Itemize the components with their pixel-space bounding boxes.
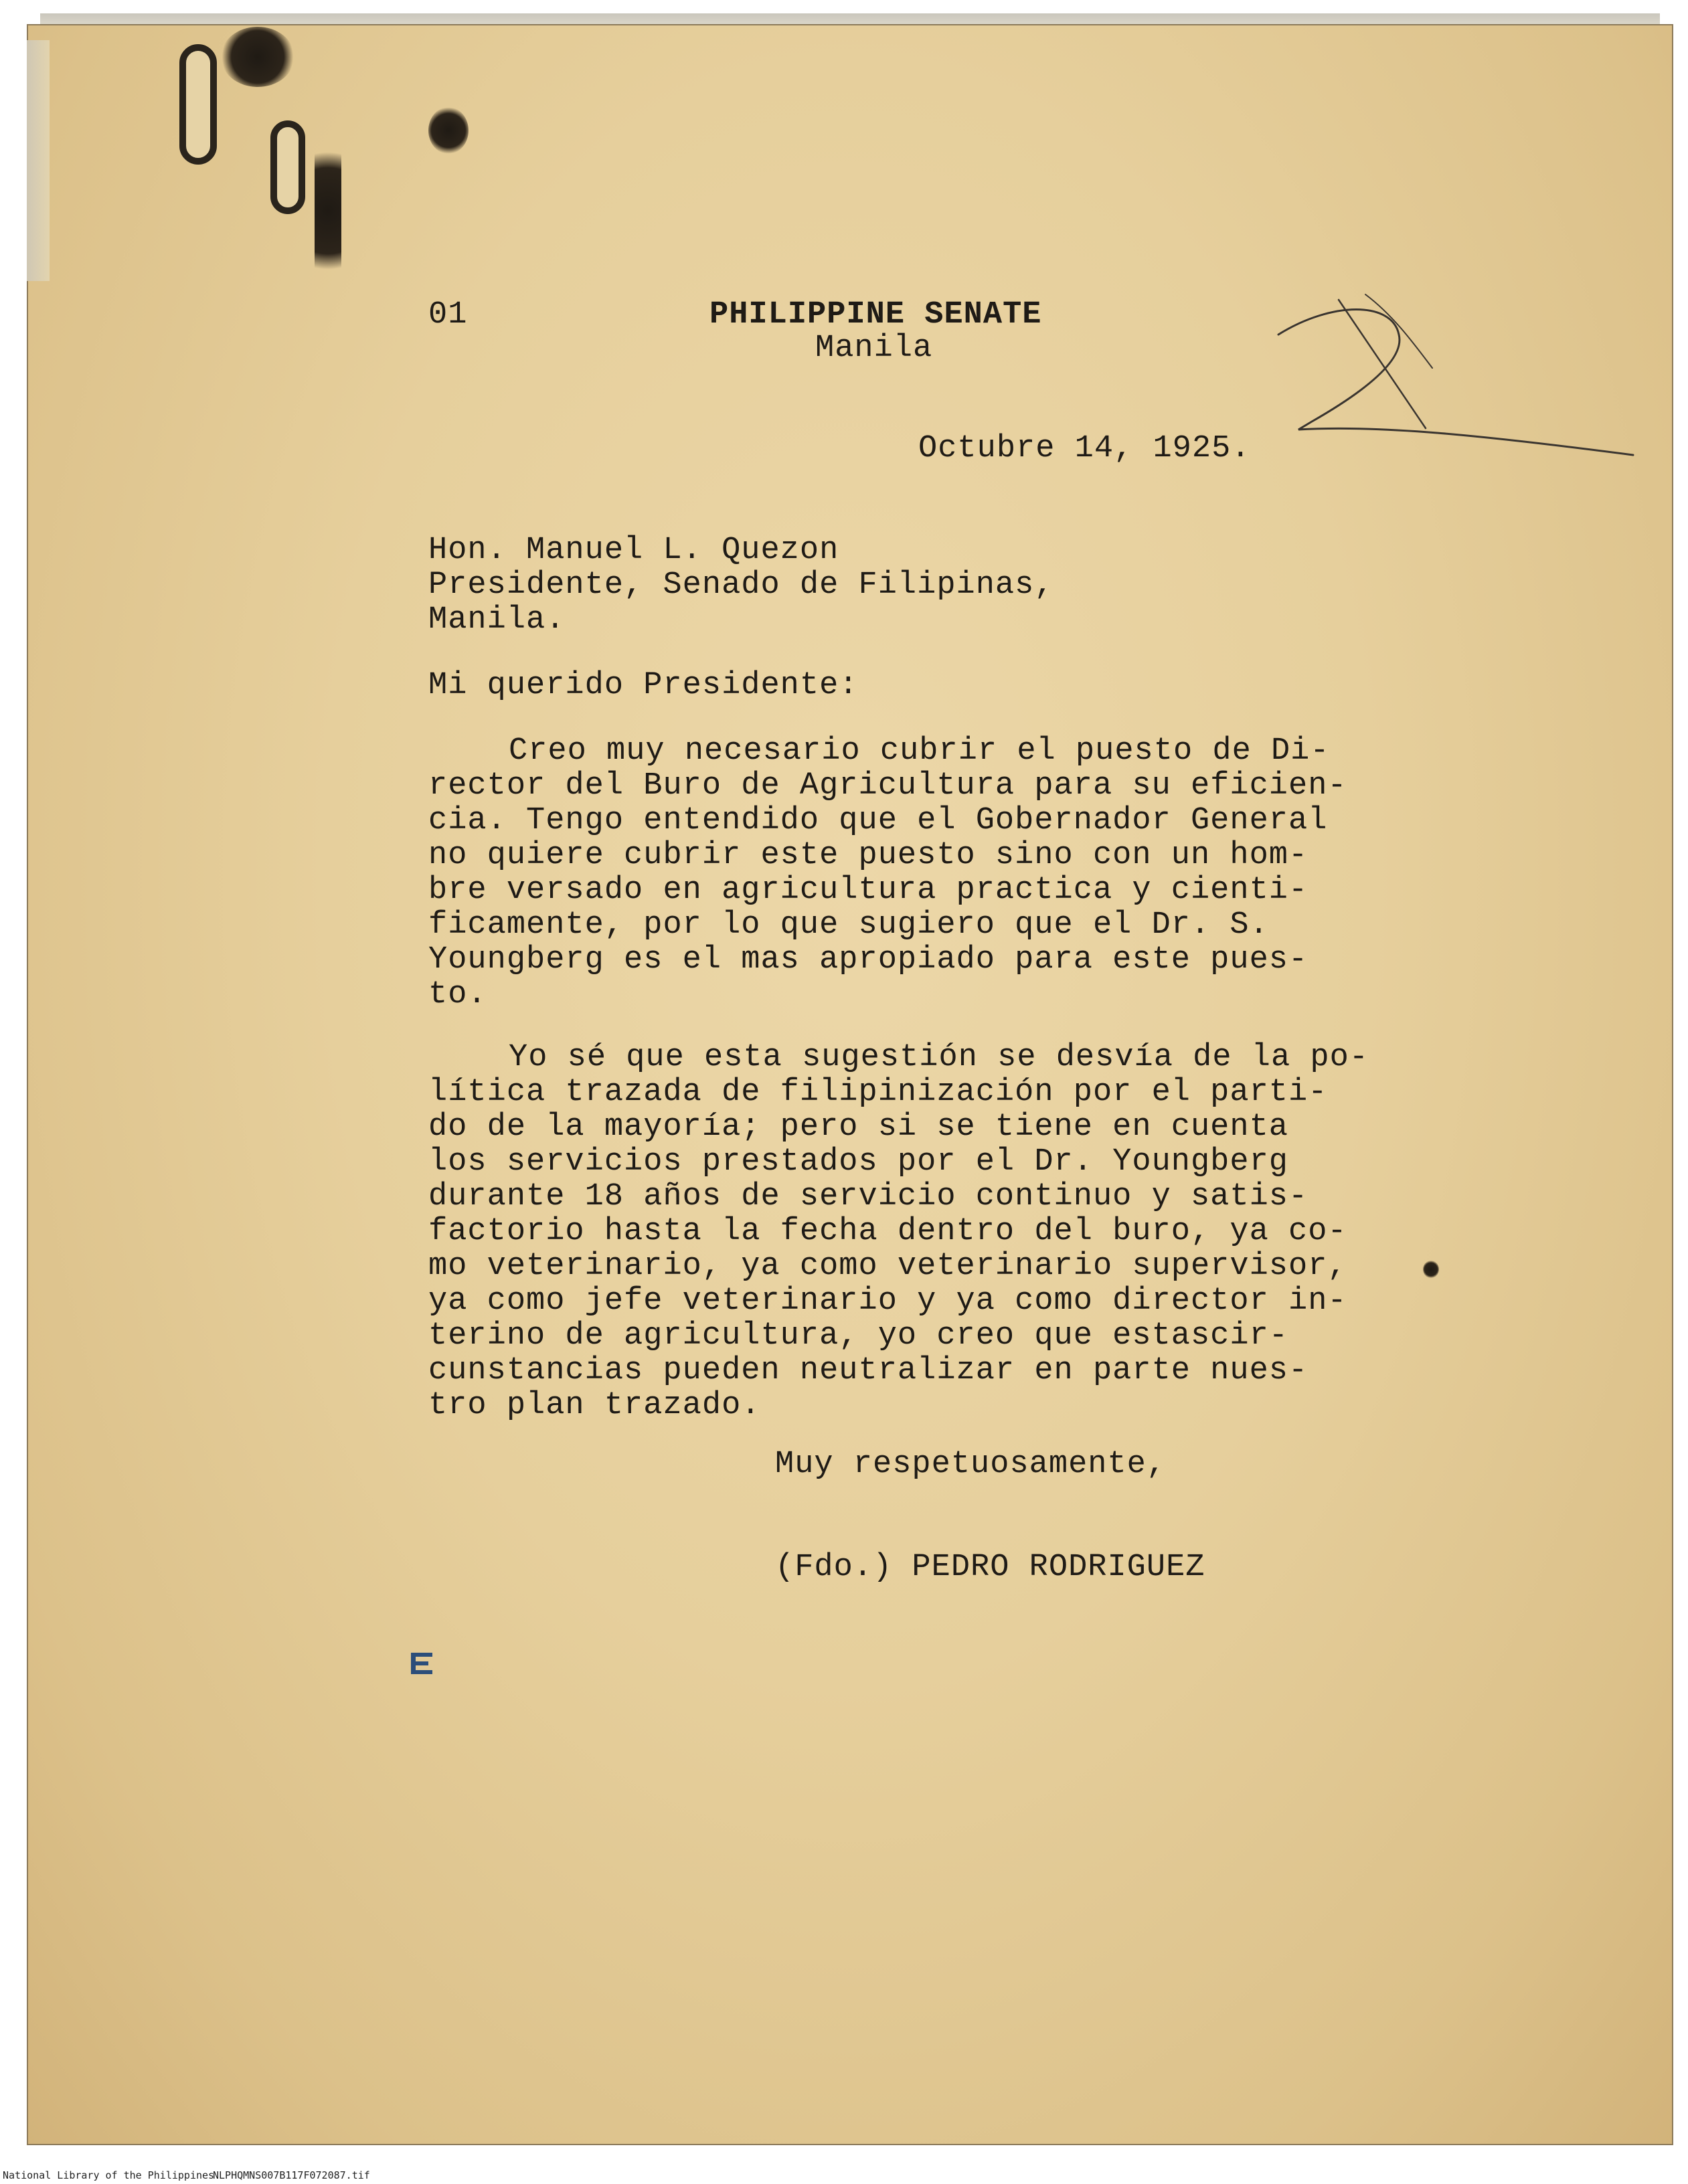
paper-left-edge [27,40,50,281]
ink-blot-icon [315,134,341,288]
paragraph-line: to. [428,977,487,1012]
paragraph-line: ficamente, por lo que sugiero que el Dr. S. [428,907,1269,943]
paragraph-line: Yo sé que esta sugestión se desvía de la po- [509,1040,1369,1075]
paragraph-line: terino de agricultura, yo creo que estascir- [428,1318,1289,1354]
footer-file-id: NLPHQMNS007B117F072087.tif [213,2169,370,2181]
signature: (Fdo.) PEDRO RODRIGUEZ [775,1550,1205,1585]
recipient-line: Presidente, Senado de Filipinas, [428,567,1054,603]
ink-blot-icon [428,107,469,154]
paragraph-line: bre versado en agricultura practica y cienti- [428,873,1309,908]
footer [0,2167,1688,2184]
header-city: Manila [815,331,933,366]
paragraph-line: cia. Tengo entendido que el Gobernador General [428,803,1328,838]
footer-institution: National Library of the Philippines [3,2169,215,2181]
handwritten-mark-icon [1258,288,1647,475]
paragraph-line: do de la mayoría; pero si se tiene en cuenta [428,1109,1289,1145]
paragraph-line: mo veterinario, ya como veterinario supervisor, [428,1249,1347,1284]
header-organization: PHILIPPINE SENATE [709,297,1042,333]
recipient-line: Manila. [428,602,566,638]
paragraph-line: ya como jefe veterinario y ya como director in- [428,1283,1347,1319]
stamp-mark-icon [407,1650,438,1677]
ink-blot-icon [221,27,294,87]
recipient-line: Hon. Manuel L. Quezon [428,533,839,568]
salutation: Mi querido Presidente: [428,668,859,703]
paragraph-line: Youngberg es el mas apropiado para este pues- [428,942,1309,978]
paragraph-line: lítica trazada de filipinización por el parti- [428,1075,1328,1110]
paragraph-line: rector del Buro de Agricultura para su eficien- [428,768,1347,804]
paragraph-line: tro plan trazado. [428,1388,761,1423]
closing: Muy respetuosamente, [775,1447,1167,1482]
paragraph-line: durante 18 años de servicio continuo y satis- [428,1179,1309,1214]
paragraph-line: Creo muy necesario cubrir el puesto de Di- [509,733,1330,769]
page-number: 01 [428,297,468,333]
paragraph-line: cunstancias pueden neutralizar en parte nues- [428,1353,1309,1388]
binding-hole-icon [179,44,217,165]
binding-hole-icon [270,120,305,214]
ink-blot-icon [1423,1261,1439,1278]
letter-date: Octubre 14, 1925. [918,431,1251,466]
paragraph-line: factorio hasta la fecha dentro del buro, ya co- [428,1214,1347,1249]
paragraph-line: no quiere cubrir este puesto sino con un hom- [428,838,1309,873]
paragraph-line: los servicios prestados por el Dr. Youngberg [428,1144,1289,1180]
